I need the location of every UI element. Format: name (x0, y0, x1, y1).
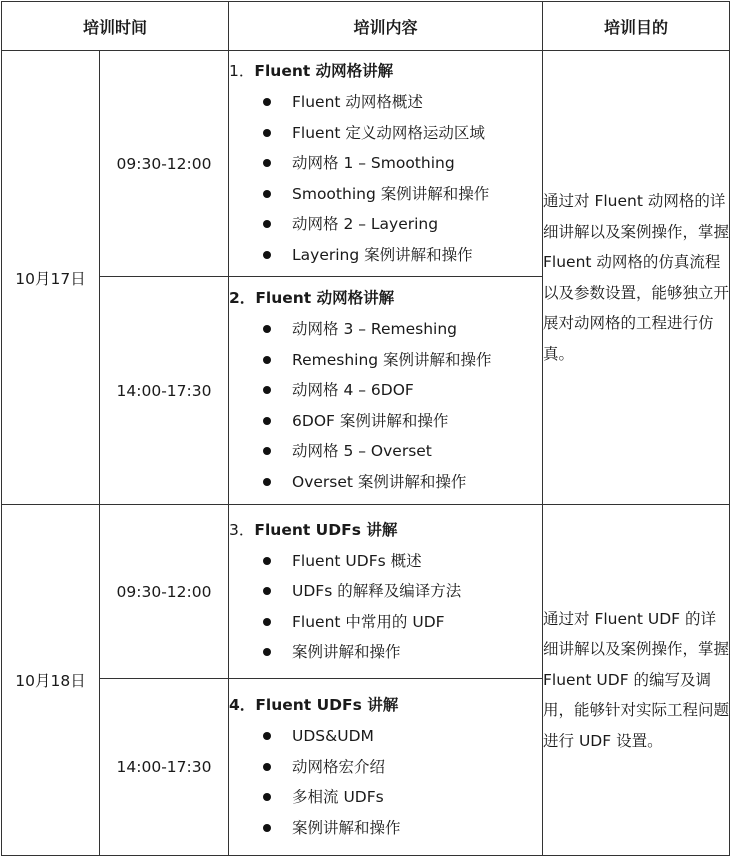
session-title (229, 57, 542, 87)
topic-text: 动网格 2 – Layering (292, 215, 439, 234)
session-title-text: Fluent UDFs 讲解 (255, 696, 399, 714)
list-item (229, 576, 542, 607)
header-goal: 培训目的 (543, 2, 730, 51)
bullet-icon (263, 190, 271, 198)
time-cell: 14:00-17:30 (100, 679, 229, 856)
list-item (229, 406, 542, 437)
bullet-icon (263, 447, 271, 455)
training-schedule-table (1, 1, 730, 856)
session-content (229, 277, 543, 505)
session-topic-list (229, 314, 542, 497)
bullet-icon (263, 587, 271, 595)
session-number: 1． (229, 62, 255, 80)
topic-text: Fluent 中常用的 UDF (292, 612, 445, 631)
bullet-icon (263, 325, 271, 333)
list-item (229, 375, 542, 406)
bullet-icon (263, 159, 271, 167)
list-item (229, 813, 542, 844)
topic-text: Smoothing 案例讲解和操作 (292, 184, 490, 203)
session-topic-list (229, 546, 542, 668)
bullet-icon (263, 251, 271, 259)
session-topic-list (229, 87, 542, 270)
bullet-icon (263, 356, 271, 364)
date-cell: 10月18日 (2, 505, 100, 856)
session-content (229, 505, 543, 679)
session-title-text: Fluent UDFs 讲解 (254, 520, 398, 539)
session-title (229, 691, 542, 721)
topic-text: 动网格宏介绍 (292, 757, 386, 776)
list-item (229, 87, 542, 118)
topic-text: 动网格 1 – Smoothing (292, 154, 455, 173)
time-cell: 09:30-12:00 (100, 505, 229, 679)
session-number: 2． (229, 289, 256, 307)
bullet-icon (263, 793, 271, 801)
bullet-icon (263, 648, 271, 656)
session-number: 3． (229, 520, 255, 539)
bullet-icon (263, 732, 271, 740)
goal-cell (543, 505, 730, 856)
bullet-icon (263, 129, 271, 137)
session-title-text: Fluent 动网格讲解 (255, 289, 395, 307)
list-item (229, 637, 542, 668)
topic-text: Layering 案例讲解和操作 (292, 245, 473, 264)
list-item (229, 148, 542, 179)
topic-text: Fluent 定义动网格运动区域 (292, 123, 485, 142)
bullet-icon (263, 386, 271, 394)
topic-text: Overset 案例讲解和操作 (292, 472, 467, 491)
header-content: 培训内容 (229, 2, 543, 51)
topic-text: 动网格 4 – 6DOF (292, 381, 414, 400)
list-item (229, 607, 542, 638)
table-row (2, 505, 730, 679)
topic-text: UDS&UDM (292, 727, 374, 746)
goal-cell (543, 51, 730, 505)
bullet-icon (263, 763, 271, 771)
topic-text: 6DOF 案例讲解和操作 (292, 411, 449, 430)
topic-text: Fluent 动网格概述 (292, 93, 423, 112)
session-topic-list (229, 721, 542, 843)
topic-text: Remeshing 案例讲解和操作 (292, 350, 492, 369)
bullet-icon (263, 478, 271, 486)
bullet-icon (263, 98, 271, 106)
topic-text: 多相流 UDFs (292, 788, 384, 807)
list-item (229, 546, 542, 577)
list-item (229, 721, 542, 752)
list-item (229, 179, 542, 210)
topic-text: 动网格 3 – Remeshing (292, 320, 458, 339)
list-item (229, 467, 542, 498)
bullet-icon (263, 220, 271, 228)
bullet-icon (263, 417, 271, 425)
list-item (229, 209, 542, 240)
list-item (229, 240, 542, 271)
bullet-icon (263, 557, 271, 565)
time-cell: 14:00-17:30 (100, 277, 229, 505)
topic-text: Fluent UDFs 概述 (292, 551, 422, 570)
list-item (229, 436, 542, 467)
date-cell: 10月17日 (2, 51, 100, 505)
session-title-text: Fluent 动网格讲解 (254, 62, 394, 80)
list-item (229, 345, 542, 376)
session-content (229, 51, 543, 277)
list-item (229, 314, 542, 345)
list-item (229, 118, 542, 149)
session-content (229, 679, 543, 856)
list-item (229, 782, 542, 813)
goal-text: 通过对 Fluent UDF 的详细讲解以及案例操作，掌握 Fluent UDF 的编写及调用，能够针对实际工程问题进行 UDF 设置。 (543, 609, 730, 750)
bullet-icon (263, 618, 271, 626)
topic-text: UDFs 的解释及编译方法 (292, 582, 462, 601)
topic-text: 案例讲解和操作 (292, 818, 401, 837)
header-time: 培训时间 (2, 2, 229, 51)
table-row (2, 51, 730, 277)
goal-text: 通过对 Fluent 动网格的详细讲解以及案例操作，掌握 Fluent 动网格的仿真流程以及参数设置，能够独立开展对动网格的工程进行仿真。 (543, 192, 730, 363)
bullet-icon (263, 824, 271, 832)
session-title (229, 284, 542, 314)
list-item (229, 752, 542, 783)
time-cell: 09:30-12:00 (100, 51, 229, 277)
topic-text: 动网格 5 – Overset (292, 442, 432, 461)
session-number: 4． (229, 696, 256, 714)
header-row (2, 2, 730, 51)
topic-text: 案例讲解和操作 (292, 643, 401, 662)
session-title (229, 516, 542, 546)
